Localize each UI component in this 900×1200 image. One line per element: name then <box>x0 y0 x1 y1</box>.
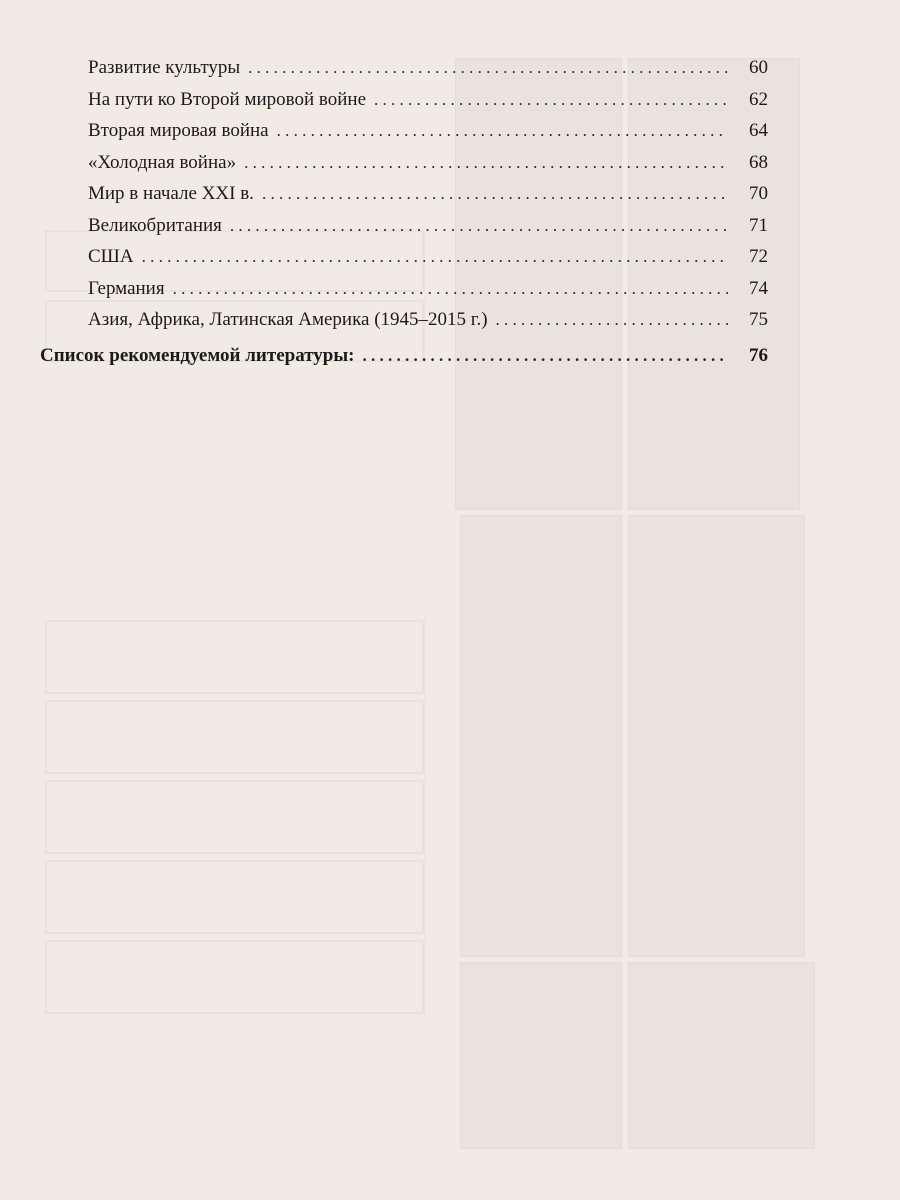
toc-entry[interactable] <box>40 210 768 242</box>
toc-entry[interactable] <box>40 147 768 179</box>
table-of-contents <box>40 52 768 371</box>
toc-leader-dots <box>277 115 728 147</box>
toc-entry-page: 72 <box>749 246 768 267</box>
toc-leader-dots <box>374 84 728 116</box>
toc-entry-page: 75 <box>749 309 768 330</box>
ghost-banner <box>45 860 425 934</box>
ghost-image-block <box>460 962 622 1149</box>
toc-entry-page: 64 <box>749 120 768 141</box>
toc-leader-dots <box>244 147 728 179</box>
toc-entry-title: Великобритания <box>88 214 222 236</box>
ghost-banner <box>45 620 425 694</box>
toc-entry-bibliography[interactable] <box>40 340 768 372</box>
ghost-image-block <box>628 515 805 957</box>
toc-entry-page: 74 <box>749 277 768 299</box>
toc-entry-page: 76 <box>749 344 768 366</box>
toc-leader-dots <box>363 340 728 372</box>
toc-entry-title: «Холодная война» <box>88 151 237 173</box>
toc-entry-page: 71 <box>749 214 768 236</box>
toc-entry-title: Германия <box>88 277 165 299</box>
toc-leader-dots <box>173 273 728 305</box>
toc-entry-page: 62 <box>749 88 768 110</box>
toc-entry-title: На пути ко Второй мировой войне <box>88 88 367 110</box>
toc-entry-title: Азия, Африка, Латинская Америка (1945–2015 г.) <box>88 309 488 330</box>
toc-entry[interactable] <box>40 115 768 147</box>
toc-entry-title: США <box>88 246 134 267</box>
toc-entry[interactable] <box>40 52 768 84</box>
toc-entry[interactable] <box>40 304 768 336</box>
ghost-banner <box>45 700 425 774</box>
toc-entry-title: Развитие культуры <box>88 57 241 78</box>
toc-leader-dots <box>496 304 728 336</box>
toc-entry-page: 70 <box>749 183 768 204</box>
toc-entry-page: 68 <box>749 151 768 173</box>
toc-entry[interactable] <box>40 241 768 273</box>
ghost-banner <box>45 780 425 854</box>
toc-entry-title: Вторая мировая война <box>88 120 269 141</box>
toc-entry-title: Мир в начале XXI в. <box>88 183 254 204</box>
toc-entry[interactable] <box>40 178 768 210</box>
toc-entry-page: 60 <box>749 57 768 78</box>
toc-leader-dots <box>230 210 728 242</box>
ghost-image-block <box>460 515 622 957</box>
toc-leader-dots <box>142 241 728 273</box>
toc-entry[interactable] <box>40 84 768 116</box>
toc-leader-dots <box>262 178 728 210</box>
toc-entry[interactable] <box>40 273 768 305</box>
toc-entry-title: Список рекомендуемой литературы: <box>40 344 355 366</box>
toc-leader-dots <box>248 52 728 84</box>
ghost-banner <box>45 940 425 1014</box>
ghost-image-block <box>628 962 815 1149</box>
